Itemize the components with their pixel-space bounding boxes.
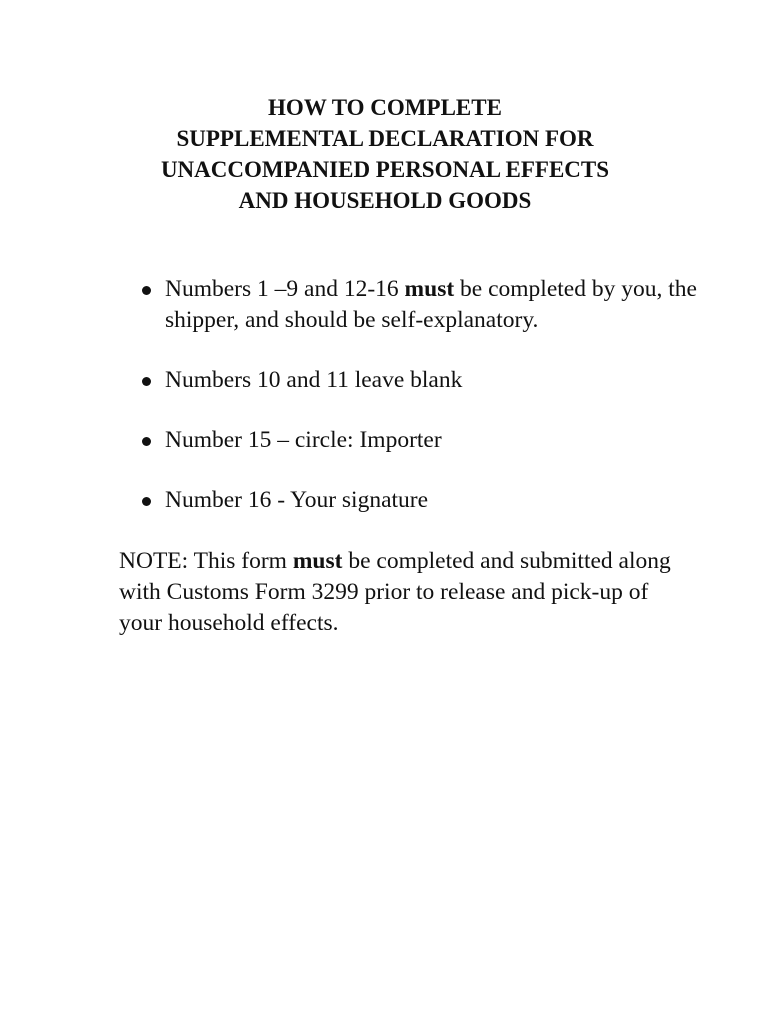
instruction-text-prefix: Numbers 1 –9 and 12-16 (165, 276, 405, 302)
instruction-text-suffix: be completed by you, the shipper, and should be self-explanatory. (165, 276, 697, 333)
document-title (0, 92, 770, 216)
title-line: UNACCOMPANIED PERSONAL EFFECTS (160, 157, 610, 182)
note-text-prefix: NOTE: This form (119, 548, 293, 574)
bullet-icon (142, 286, 151, 295)
note-paragraph (119, 546, 679, 639)
bullet-icon (142, 437, 151, 446)
note-text-suffix: be completed and submitted along with Customs Form 3299 prior to release and pick-up of your household effects. (119, 548, 671, 636)
title-line: HOW TO COMPLETE (268, 95, 502, 120)
instruction-item (140, 485, 700, 516)
title-line: SUPPLEMENTAL DECLARATION FOR (176, 126, 594, 151)
instruction-text: Numbers 10 and 11 leave blank (165, 367, 463, 393)
instruction-emphasis: must (404, 276, 455, 302)
note-emphasis: must (292, 548, 343, 574)
instruction-list (140, 274, 700, 545)
bullet-icon (142, 377, 151, 386)
instruction-text: Number 15 – circle: Importer (165, 427, 442, 453)
instruction-item (140, 425, 700, 456)
bullet-icon (142, 497, 151, 506)
title-line: AND HOUSEHOLD GOODS (238, 188, 532, 213)
instruction-item (140, 274, 700, 336)
instruction-text: Number 16 - Your signature (165, 487, 429, 513)
instruction-item (140, 365, 700, 396)
